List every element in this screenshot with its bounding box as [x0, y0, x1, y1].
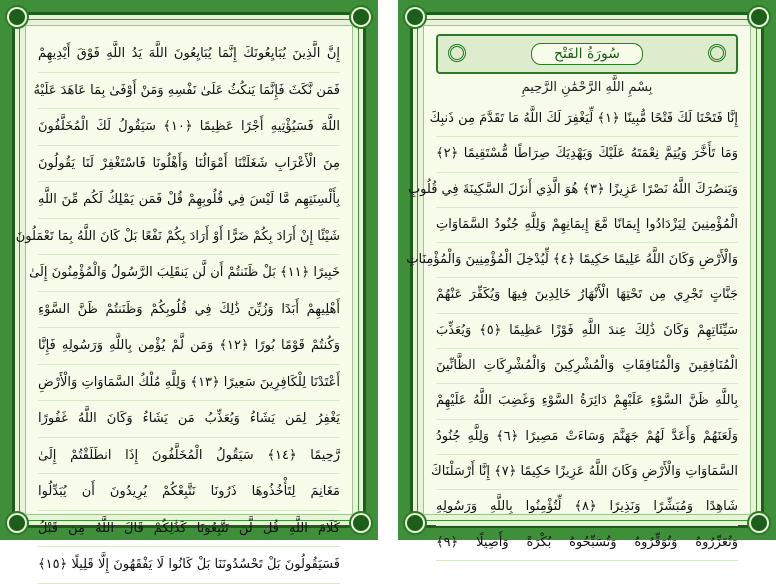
basmala: بِسْمِ اللَّهِ الرَّحْمَٰنِ الرَّحِيمِ: [521, 80, 653, 95]
ornament-corner: [353, 515, 369, 531]
left-page-frame: [12, 12, 366, 572]
ornament-corner: [751, 9, 767, 25]
text-line: وَتُعَزِّرُوهُ وَتُوَقِّرُوهُ وَتُسَبِّحُوهُ بُكْرَةً وَأَصِيلًا ﴿٩﴾: [436, 526, 738, 561]
right-lines: [406, 102, 738, 550]
rosette-icon: [708, 44, 726, 62]
text-line: الْمُنَافِقِينَ وَالْمُنَافِقَاتِ وَالْمُشْرِكِينَ وَالْمُشْرِكَاتِ الظَّانِّينَ: [436, 349, 738, 384]
ornament-corner: [407, 9, 423, 25]
text-line: اللَّهَ فَسَيُؤْتِيهِ أَجْرًا عَظِيمًا ﴿١٠﴾ سَيَقُولُ لَكَ الْمُخَلَّفُونَ: [38, 109, 340, 146]
text-line: أَعْتَدْنَا لِلْكَافِرِينَ سَعِيرًا ﴿١٣﴾ وَلِلَّهِ مُلْكُ السَّمَاوَاتِ وَالْأَرْضِ: [38, 365, 340, 402]
text-line: مَغَانِمَ لِتَأْخُذُوهَا ذَرُونَا نَتَّبِعْكُمْ يُرِيدُونَ أَن يُبَدِّلُوا: [38, 474, 340, 511]
text-line: السَّمَاوَاتِ وَالْأَرْضِ وَكَانَ اللَّهُ عَزِيزًا حَكِيمًا ﴿٧﴾ إِنَّا أَرْسَلْنَاكَ: [436, 455, 738, 490]
right-page: [398, 0, 776, 550]
text-line: سَيِّئَاتِهِمْ وَكَانَ ذَٰلِكَ عِندَ اللَّهِ فَوْزًا عَظِيمًا ﴿٥﴾ وَيُعَذِّبَ: [436, 314, 738, 349]
left-lines: [15, 36, 340, 572]
text-line: كَلَامَ اللَّهِ قُل لَّن تَتَّبِعُونَا كَذَٰلِكُمْ قَالَ اللَّهُ مِن قَبْلُ: [38, 511, 340, 548]
text-line: يَغْفِرُ لِمَن يَشَاءُ وَيُعَذِّبُ مَن يَشَاءُ وَكَانَ اللَّهُ غَفُورًا: [38, 401, 340, 438]
text-line: إِنَّ الَّذِينَ يُبَايِعُونَكَ إِنَّمَا يُبَايِعُونَ اللَّهَ يَدُ اللَّهِ فَوْقَ أَيْدِيهِمْ: [38, 36, 340, 73]
text-line: مِنَ الْأَعْرَابِ شَغَلَتْنَا أَمْوَالُنَا وَأَهْلُونَا فَاسْتَغْفِرْ لَنَا يَقُولُونَ: [38, 146, 340, 183]
text-line: شَاهِدًا وَمُبَشِّرًا وَنَذِيرًا ﴿٨﴾ لِّتُؤْمِنُوا بِاللَّهِ وَرَسُولِهِ: [436, 490, 738, 525]
text-line: أَهْلِيهِمْ أَبَدًا وَزُيِّنَ ذَٰلِكَ فِي قُلُوبِكُمْ وَظَنَنتُمْ ظَنَّ السَّوْءِ: [38, 292, 340, 329]
left-page: [0, 0, 378, 572]
text-line: وَمَا تَأَخَّرَ وَيُتِمَّ نِعْمَتَهُ عَلَيْكَ وَيَهْدِيَكَ صِرَاطًا مُّسْتَقِيمًا ﴿٢﴾: [436, 137, 738, 172]
text-line: بِاللَّهِ ظَنَّ السَّوْءِ عَلَيْهِمْ دَائِرَةُ السَّوْءِ وَغَضِبَ اللَّهُ عَلَيْهِمْ: [436, 384, 738, 419]
text-line: إِنَّا فَتَحْنَا لَكَ فَتْحًا مُّبِينًا ﴿١﴾ لِّيَغْفِرَ لَكَ اللَّهُ مَا تَقَدَّمَ مِن ذَنبِكَ: [436, 102, 738, 137]
ornament-corner: [407, 515, 423, 531]
text-line: وَالْأَرْضِ وَكَانَ اللَّهُ عَلِيمًا حَكِيمًا ﴿٤﴾ لِّيُدْخِلَ الْمُؤْمِنِينَ وَالْمُؤْمِنَاتِ: [436, 243, 738, 278]
text-line: خَبِيرًا ﴿١١﴾ بَلْ ظَنَنتُمْ أَن لَّن يَنقَلِبَ الرَّسُولُ وَالْمُؤْمِنُونَ إِلَىٰ: [38, 255, 340, 292]
ornament-corner: [751, 515, 767, 531]
text-line: رَّحِيمًا ﴿١٤﴾ سَيَقُولُ الْمُخَلَّفُونَ إِذَا انطَلَقْتُمْ إِلَىٰ: [38, 438, 340, 475]
ornament-corner: [9, 9, 25, 25]
text-line: وَكُنتُمْ قَوْمًا بُورًا ﴿١٢﴾ وَمَن لَّمْ يُؤْمِن بِاللَّهِ وَرَسُولِهِ فَإِنَّا: [38, 328, 340, 365]
left-text-area: [15, 25, 353, 572]
text-line: وَلَعَنَهُمْ وَأَعَدَّ لَهُمْ جَهَنَّمَ وَسَاءَتْ مَصِيرًا ﴿٦﴾ وَلِلَّهِ جُنُودُ: [436, 420, 738, 455]
text-line: شَيْئًا إِنْ أَرَادَ بِكُمْ ضَرًّا أَوْ أَرَادَ بِكُمْ نَفْعًا بَلْ كَانَ اللَّهُ بِمَا تَعْمَلُونَ: [38, 219, 340, 256]
surah-title: سُورَةُ الفَتْح: [531, 43, 643, 65]
text-line: فَسَيَقُولُونَ بَلْ تَحْسُدُونَنَا بَلْ كَانُوا لَا يَفْقَهُونَ إِلَّا قَلِيلًا ﴿١٥﴾: [38, 547, 340, 584]
text-line: بِأَلْسِنَتِهِم مَّا لَيْسَ فِي قُلُوبِهِمْ قُلْ فَمَن يَمْلِكُ لَكُم مِّنَ اللَّهِ: [38, 182, 340, 219]
surah-header: [436, 34, 738, 74]
right-page-frame: [406, 12, 764, 550]
ornament-corner: [353, 9, 369, 25]
ornament-corner: [9, 515, 25, 531]
rosette-icon: [448, 44, 466, 62]
text-line: فَمَن نَّكَثَ فَإِنَّمَا يَنكُثُ عَلَىٰ نَفْسِهِ وَمَنْ أَوْفَىٰ بِمَا عَاهَدَ عَلَيْهُ: [38, 73, 340, 110]
text-line: جَنَّاتٍ تَجْرِي مِن تَحْتِهَا الْأَنْهَارُ خَالِدِينَ فِيهَا وَيُكَفِّرَ عَنْهُمْ: [436, 278, 738, 313]
text-line: وَيَنصُرَكَ اللَّهُ نَصْرًا عَزِيزًا ﴿٣﴾ هُوَ الَّذِي أَنزَلَ السَّكِينَةَ فِي قُلُوبِ: [436, 173, 738, 208]
right-text-area: [406, 25, 751, 550]
text-line: الْمُؤْمِنِينَ لِيَزْدَادُوا إِيمَانًا مَّعَ إِيمَانِهِمْ وَلِلَّهِ جُنُودُ السَّمَاوَاتِ: [436, 208, 738, 243]
